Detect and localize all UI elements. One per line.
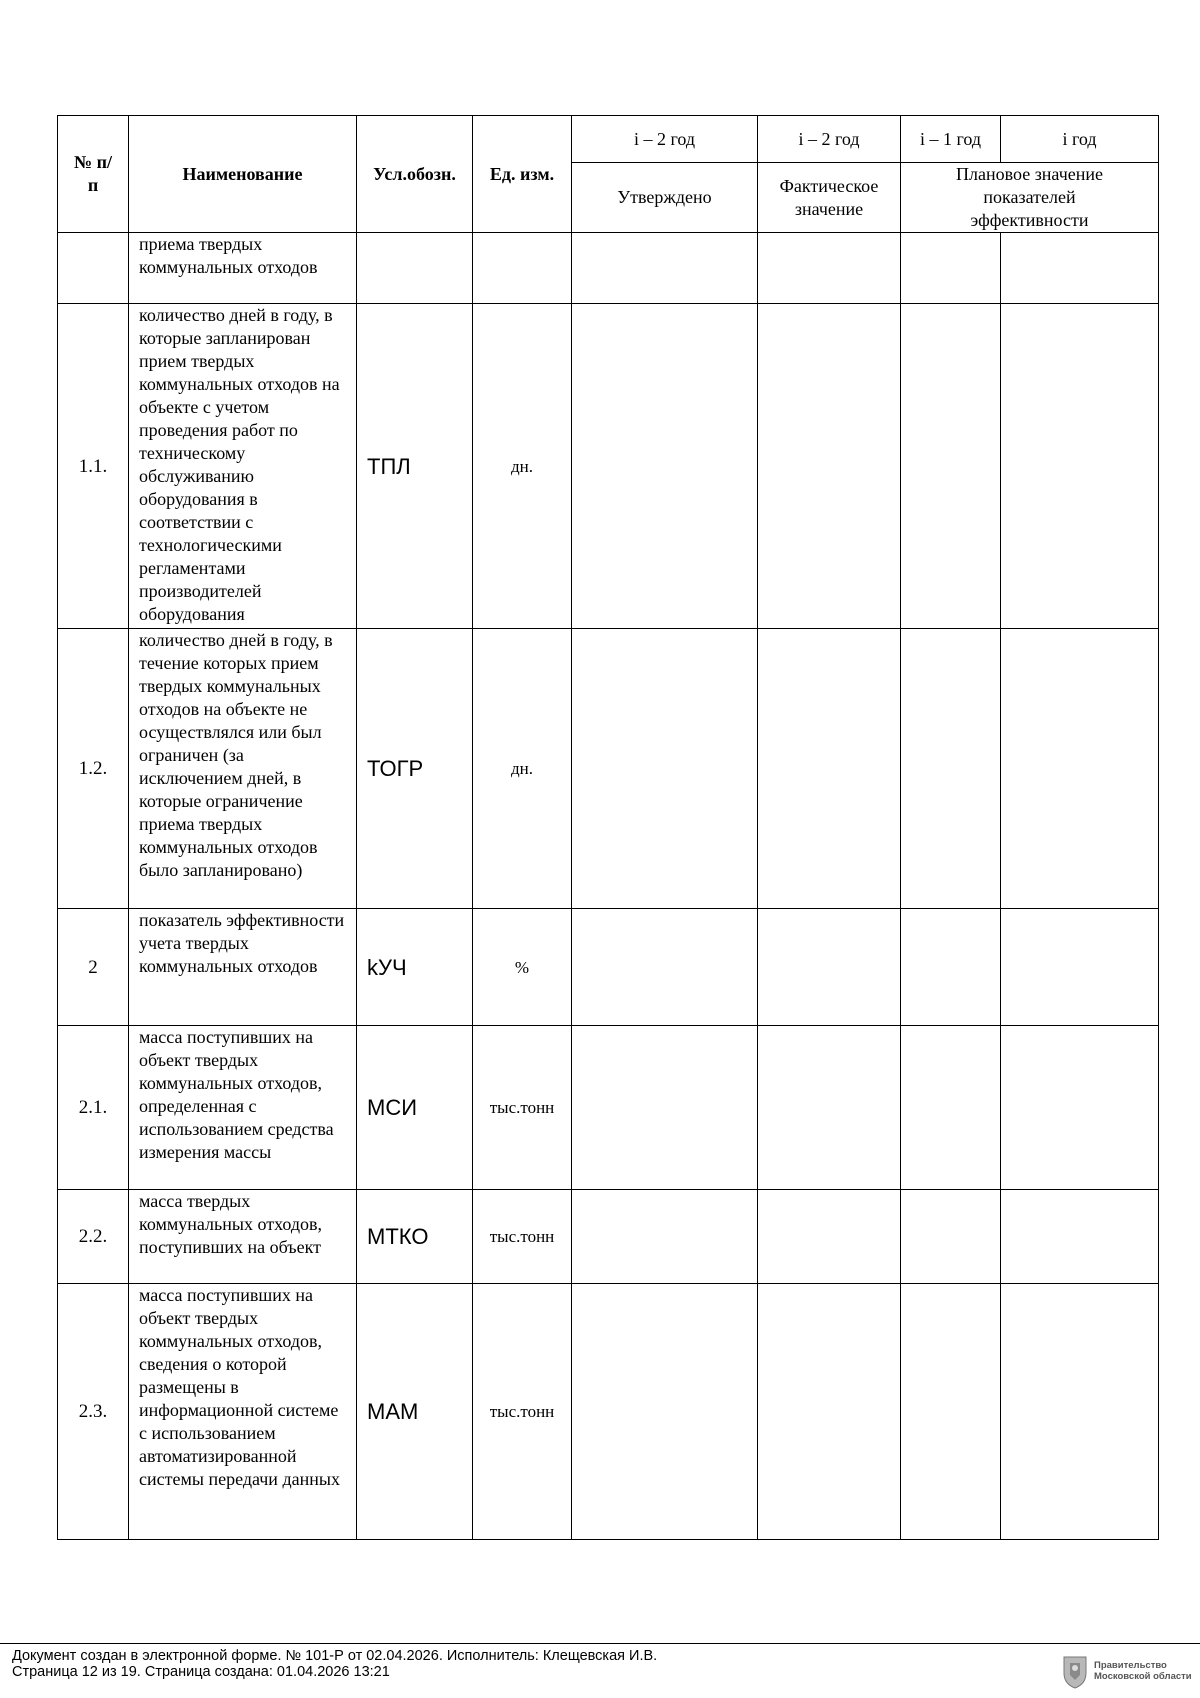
table-row — [58, 1190, 1159, 1284]
row-number: 1.1. — [58, 304, 129, 629]
value-cell — [758, 1284, 901, 1540]
value-cell — [572, 304, 758, 629]
value-cell — [758, 304, 901, 629]
row-unit: тыс.тонн — [473, 1284, 572, 1540]
value-cell — [1001, 233, 1159, 304]
value-cell — [901, 909, 1001, 1026]
row-unit: тыс.тонн — [473, 1190, 572, 1284]
header-actual: Фактическое значение — [758, 163, 901, 233]
footer-line-1: Документ создан в электронной форме. № 101-Р от 02.04.2026. Исполнитель: Клещевская И.В. — [12, 1648, 658, 1664]
logo-text — [1094, 1660, 1192, 1682]
value-cell — [758, 1026, 901, 1190]
row-name: приема твердых коммунальных отходов — [129, 233, 357, 304]
row-symbol: kУЧ — [357, 909, 473, 1026]
header-name: Наименование — [129, 116, 357, 233]
value-cell — [572, 1190, 758, 1284]
table-row — [58, 909, 1159, 1026]
value-cell — [572, 629, 758, 909]
coat-of-arms-icon — [1062, 1653, 1088, 1689]
row-name: показатель эффективности учета твердых коммунальных отходов — [129, 909, 357, 1026]
value-cell — [901, 1190, 1001, 1284]
table-row — [58, 1284, 1159, 1540]
value-cell — [901, 233, 1001, 304]
table-row — [58, 233, 1159, 304]
footer-divider — [0, 1643, 1200, 1644]
row-number: 2.3. — [58, 1284, 129, 1540]
row-symbol: МСИ — [357, 1026, 473, 1190]
header-year-1: i – 2 год — [572, 116, 758, 163]
table-row — [58, 304, 1159, 629]
row-number: 1.2. — [58, 629, 129, 909]
row-number: 2.2. — [58, 1190, 129, 1284]
row-symbol: ТОГР — [357, 629, 473, 909]
header-num: № п/п — [58, 116, 129, 233]
government-logo — [1062, 1651, 1192, 1691]
footer-line-2: Страница 12 из 19. Страница создана: 01.04.2026 13:21 — [12, 1664, 390, 1680]
row-number: 2.1. — [58, 1026, 129, 1190]
row-unit: % — [473, 909, 572, 1026]
header-year-2: i – 2 год — [758, 116, 901, 163]
table-row — [58, 1026, 1159, 1190]
value-cell — [572, 233, 758, 304]
value-cell — [758, 1190, 901, 1284]
footer-text — [12, 1648, 657, 1680]
row-name: масса поступивших на объект твердых коммунальных отходов, сведения о которой размещены в информационной системе с использованием автоматизированной системы передачи данных — [129, 1284, 357, 1540]
value-cell — [901, 1284, 1001, 1540]
value-cell — [1001, 1026, 1159, 1190]
row-unit: дн. — [473, 629, 572, 909]
row-name: количество дней в году, в течение которых прием твердых коммунальных отходов на объекте не осуществлялся или был ограничен (за исключением дней, в которые ограничение приема твердых коммунальных отходов было запланировано) — [129, 629, 357, 909]
logo-line-2: Московской области — [1094, 1671, 1192, 1682]
value-cell — [1001, 909, 1159, 1026]
value-cell — [1001, 1284, 1159, 1540]
table-row — [58, 629, 1159, 909]
value-cell — [1001, 304, 1159, 629]
header-unit: Ед. изм. — [473, 116, 572, 233]
row-symbol — [357, 233, 473, 304]
value-cell — [758, 909, 901, 1026]
header-symbol: Усл.обозн. — [357, 116, 473, 233]
row-symbol: МТКО — [357, 1190, 473, 1284]
value-cell — [572, 1284, 758, 1540]
row-number: 2 — [58, 909, 129, 1026]
row-name: масса поступивших на объект твердых коммунальных отходов, определенная с использованием средства измерения массы — [129, 1026, 357, 1190]
value-cell — [758, 233, 901, 304]
header-planned: Плановое значение показателей эффективности — [901, 163, 1159, 233]
row-unit: дн. — [473, 304, 572, 629]
row-symbol: МАМ — [357, 1284, 473, 1540]
header-approved: Утверждено — [572, 163, 758, 233]
header-year-4: i год — [1001, 116, 1159, 163]
row-name: масса твердых коммунальных отходов, поступивших на объект — [129, 1190, 357, 1284]
row-name: количество дней в году, в которые запланирован прием твердых коммунальных отходов на объекте с учетом проведения работ по техническому обслуживанию оборудования в соответствии с технологическими регламентами производителей оборудования — [129, 304, 357, 629]
value-cell — [1001, 1190, 1159, 1284]
value-cell — [572, 909, 758, 1026]
value-cell — [758, 629, 901, 909]
row-number — [58, 233, 129, 304]
row-unit: тыс.тонн — [473, 1026, 572, 1190]
value-cell — [901, 1026, 1001, 1190]
value-cell — [572, 1026, 758, 1190]
logo-line-1: Правительство — [1094, 1660, 1167, 1671]
value-cell — [1001, 629, 1159, 909]
row-unit — [473, 233, 572, 304]
value-cell — [901, 629, 1001, 909]
indicators-table — [57, 115, 1159, 1540]
header-year-3: i – 1 год — [901, 116, 1001, 163]
table-body — [58, 233, 1159, 1540]
row-symbol: ТПЛ — [357, 304, 473, 629]
value-cell — [901, 304, 1001, 629]
